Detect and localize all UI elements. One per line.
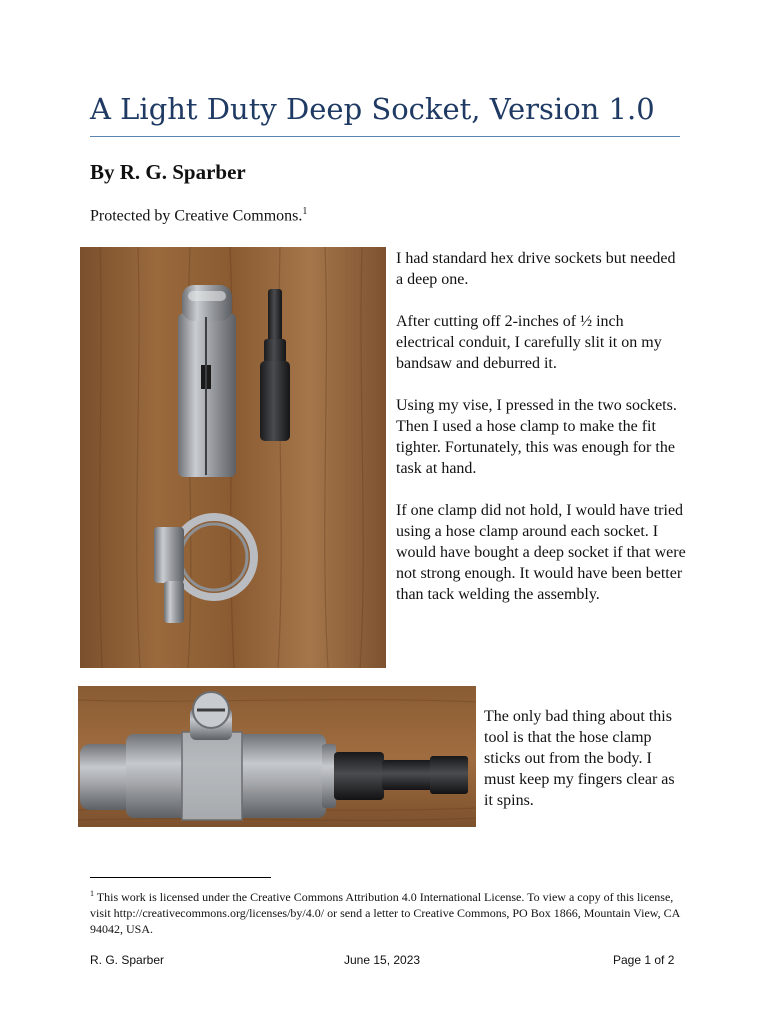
footnote-text: This work is licensed under the Creative Commons Attribution 4.0 International License. To view a copy of this license, visit http://creativecommons.org/licenses/by/4.0/ or send a letter to Creative Commons, PO Box 1866, Mountain View, CA 94042, USA. [90, 890, 680, 936]
photo-socket-parts [80, 247, 386, 668]
photo-assembled-socket-image [78, 686, 476, 827]
photo-assembled-socket [78, 686, 476, 827]
protected-line [90, 206, 307, 225]
footer-page-number: Page 1 of 2 [613, 953, 675, 967]
paragraph: I had standard hex drive sockets but needed a deep one. [396, 250, 676, 288]
document-title: A Light Duty Deep Socket, Version 1.0 [90, 92, 655, 126]
paragraph: The only bad thing about this tool is that the hose clamp sticks out from the body. I must keep my fingers clear as it spins. [484, 708, 675, 809]
author-heading: By R. G. Sparber [90, 160, 246, 184]
footer-date: June 15, 2023 [344, 953, 421, 967]
footer-author: R. G. Sparber [90, 953, 165, 967]
footnote [90, 886, 690, 937]
paragraph: If one clamp did not hold, I would have tried using a hose clamp around each socket. I would have bought a deep socket if that were not strong enough. It would have been better than tack welding the assembly. [396, 502, 686, 603]
footnote-reference: 1 [302, 206, 308, 217]
paragraph: Using my vise, I pressed in the two sockets. Then I used a hose clamp to make the fit tighter. Fortunately, this was enough for the task at hand. [396, 397, 677, 477]
footnote-marker: 1 [90, 889, 94, 898]
protected-text: Protected by Creative Commons. [90, 207, 303, 225]
paragraph: After cutting off 2-inches of ½ inch electrical conduit, I carefully slit it on my bandsaw and deburred it. [396, 313, 662, 372]
photo-socket-parts-image [80, 247, 386, 668]
body-text-column-2 [484, 706, 684, 832]
body-text-column-1 [396, 248, 686, 626]
footnote-rule [90, 877, 271, 878]
title-rule [90, 136, 680, 137]
